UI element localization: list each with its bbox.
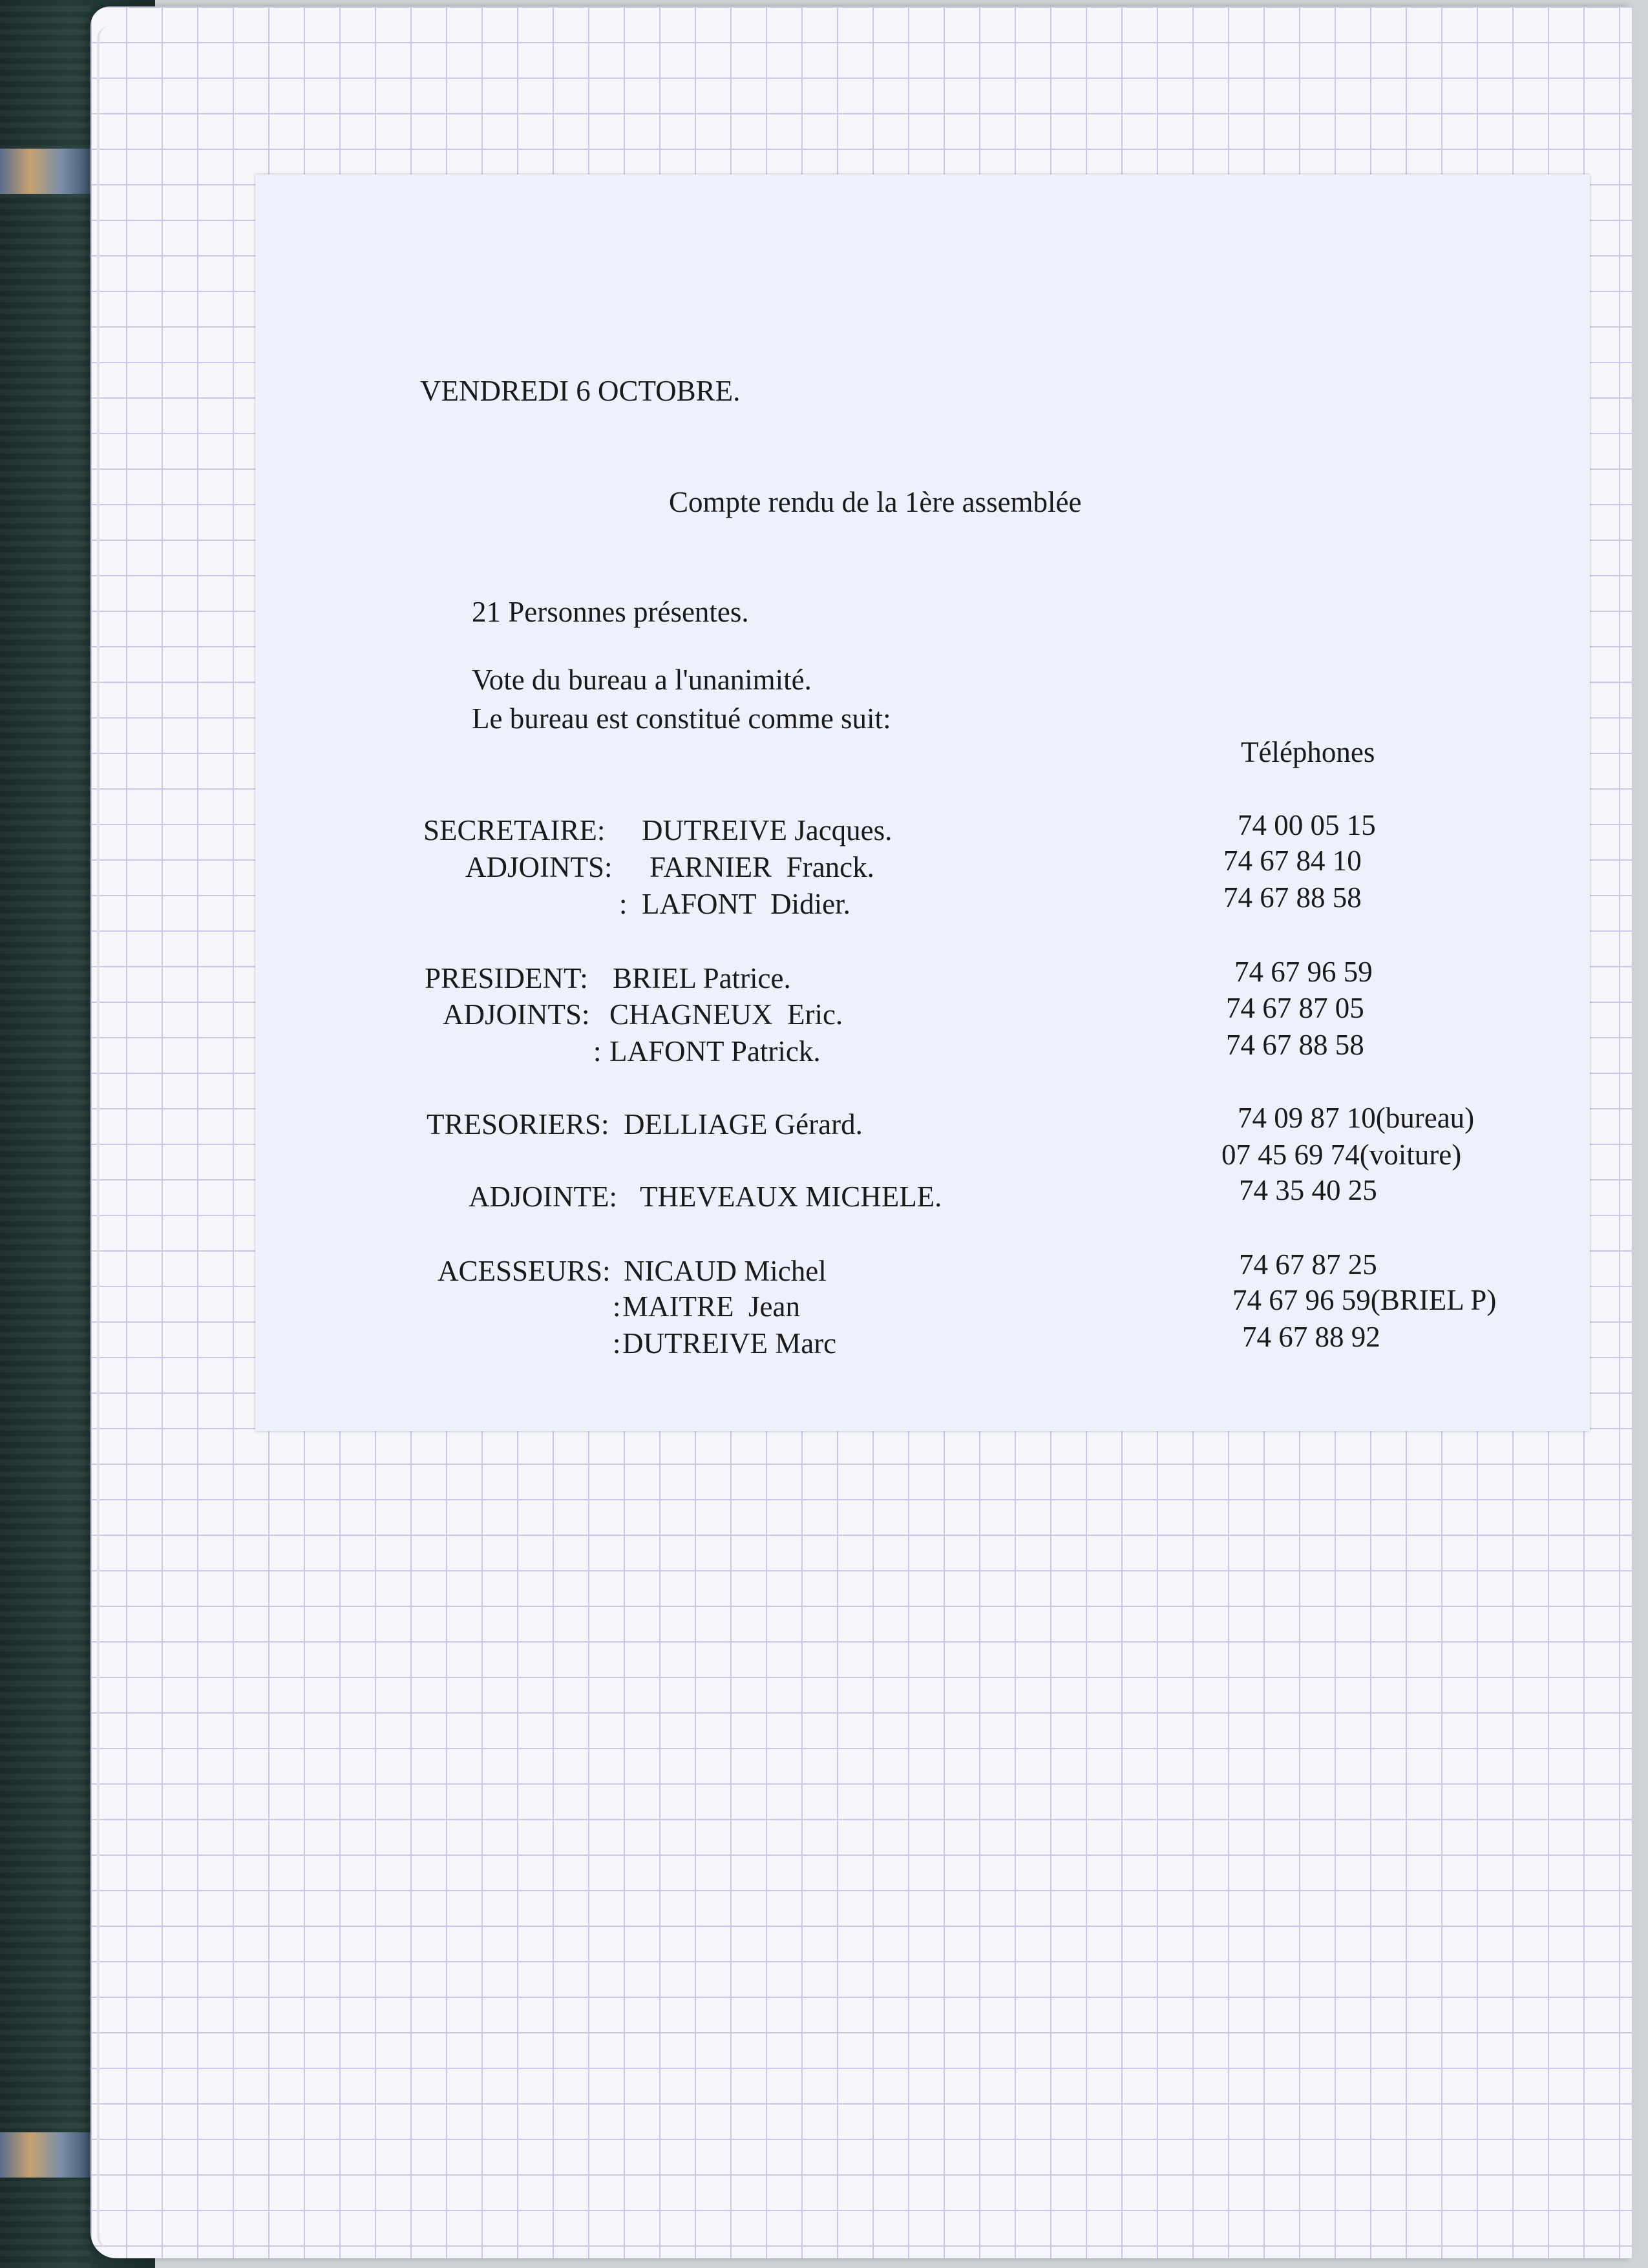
role-label: SECRETAIRE: — [423, 814, 606, 846]
member-name: FARNIER Franck. — [650, 851, 874, 883]
phone-number: 07 45 69 74(voiture) — [1221, 1139, 1462, 1171]
phone-number: 74 67 88 92 — [1242, 1321, 1380, 1353]
composition-line: Le bureau est constitué comme suit: — [472, 702, 891, 735]
vote-line: Vote du bureau a l'unanimité. — [472, 664, 812, 696]
phone-number: 74 67 96 59(BRIEL P) — [1232, 1284, 1497, 1316]
role-label: ADJOINTS: — [443, 998, 590, 1031]
member-name: LAFONT Patrick. — [609, 1035, 821, 1067]
phone-number: 74 09 87 10(bureau) — [1238, 1102, 1475, 1134]
phone-number: 74 67 88 58 — [1223, 881, 1362, 914]
phone-number: 74 35 40 25 — [1239, 1174, 1377, 1206]
role-label: : — [619, 888, 628, 920]
member-name: DUTREIVE Marc — [622, 1327, 837, 1360]
cover-texture — [0, 0, 90, 2268]
role-label: PRESIDENT: — [425, 962, 588, 994]
phone-number: 74 00 05 15 — [1238, 809, 1376, 841]
member-name: DELLIAGE Gérard. — [624, 1108, 863, 1140]
role-label: : — [613, 1290, 621, 1323]
phone-column-header: Téléphones — [1241, 736, 1375, 768]
pasted-sheet — [255, 174, 1590, 1431]
member-name: DUTREIVE Jacques. — [642, 814, 893, 846]
page-stack-edge — [97, 26, 125, 2249]
role-label: ACESSEURS: — [438, 1255, 611, 1287]
cover-marbled-band-top — [0, 149, 90, 194]
phone-number: 74 67 84 10 — [1223, 845, 1362, 877]
attendance-line: 21 Personnes présentes. — [472, 596, 749, 628]
role-label: ADJOINTS: — [465, 851, 613, 883]
phone-number: 74 67 87 25 — [1239, 1248, 1377, 1281]
phone-number: 74 67 96 59 — [1234, 956, 1373, 988]
member-name: THEVEAUX MICHELE. — [640, 1181, 942, 1213]
phone-number: 74 67 87 05 — [1226, 992, 1364, 1024]
member-name: NICAUD Michel — [624, 1255, 827, 1287]
member-name: MAITRE Jean — [622, 1290, 800, 1323]
date-heading: VENDREDI 6 OCTOBRE. — [420, 375, 741, 407]
cover-marbled-band-bottom — [0, 2132, 90, 2178]
role-label: : — [613, 1327, 621, 1360]
role-label: : — [593, 1035, 602, 1067]
document-title: Compte rendu de la 1ère assemblée — [669, 486, 1082, 518]
member-name: LAFONT Didier. — [642, 888, 850, 920]
member-name: BRIEL Patrice. — [613, 962, 791, 994]
member-name: CHAGNEUX Eric. — [609, 998, 843, 1031]
phone-number: 74 67 88 58 — [1226, 1029, 1364, 1061]
role-label: TRESORIERS: — [427, 1108, 609, 1140]
role-label: ADJOINTE: — [469, 1181, 617, 1213]
